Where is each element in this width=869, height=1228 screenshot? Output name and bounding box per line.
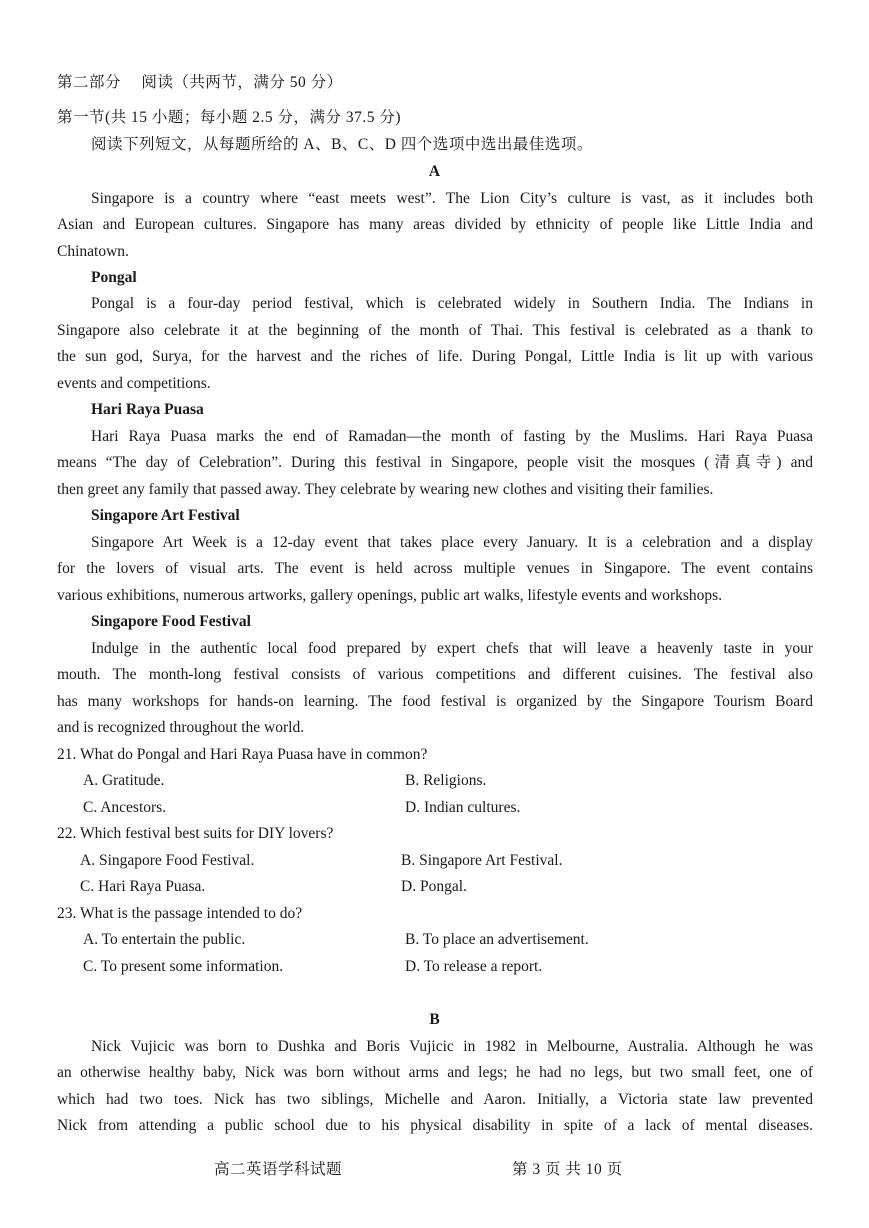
passage-a-letter: A [428, 163, 441, 180]
hari-raya-puasa-line: then greet any family that passed away. They celebrate by wearing new clothes and visiting their families. [57, 481, 714, 498]
instruction-text: 阅读下列短文，从每题所给的 A、B、C、D 四个选项中选出最佳选项。 [91, 136, 593, 153]
passage-b-line: an otherwise healthy baby, Nick was born without arms and legs; he had no legs, but two small feet, one of [57, 1064, 813, 1081]
passage-b-line: Nick Vujicic was born to Dushka and Boris Vujicic in 1982 in Melbourne, Australia. Although he was [91, 1038, 813, 1055]
food-festival-heading: Singapore Food Festival [91, 613, 251, 630]
answer-option[interactable]: A. Singapore Food Festival. [80, 852, 255, 869]
hari-raya-puasa-heading: Hari Raya Puasa [91, 401, 204, 418]
food-festival-line: mouth. The month-long festival consists of various competitions and different cuisines. The festival also [57, 666, 813, 683]
answer-option[interactable]: A. Gratitude. [83, 772, 165, 789]
food-festival-line: has many workshops for hands-on learning. The food festival is organized by the Singapore Tourism Board [57, 693, 813, 710]
answer-option[interactable]: D. To release a report. [405, 958, 543, 975]
answer-option[interactable]: B. Religions. [405, 772, 487, 789]
passage-a-intro-line: Chinatown. [57, 243, 129, 260]
part-heading: 第二部分 阅读（共两节，满分 50 分） [57, 74, 343, 91]
food-festival-line: and is recognized throughout the world. [57, 719, 305, 736]
pongal-line: the sun god, Surya, for the harvest and the riches of life. During Pongal, Little India is lit up with various [57, 348, 813, 365]
art-festival-line: Singapore Art Week is a 12-day event that takes place every January. It is a celebration and a display [91, 534, 813, 551]
answer-option[interactable]: C. Ancestors. [83, 799, 167, 816]
art-festival-heading: Singapore Art Festival [91, 507, 240, 524]
passage-a-intro-line: Singapore is a country where “east meets west”. The Lion City’s culture is vast, as it includes both [91, 190, 813, 207]
question-stem: 23. What is the passage intended to do? [57, 905, 303, 922]
footer-page-number: 第 3 页 共 10 页 [512, 1161, 623, 1178]
hari-raya-puasa-line: means “The day of Celebration”. During this festival in Singapore, people visit the mosques (清真寺) and [57, 454, 813, 471]
question-stem: 21. What do Pongal and Hari Raya Puasa have in common? [57, 746, 428, 763]
answer-option[interactable]: B. Singapore Art Festival. [401, 852, 563, 869]
art-festival-line: various exhibitions, numerous artworks, gallery openings, public art walks, lifestyle events and workshops. [57, 587, 723, 604]
pongal-line: events and competitions. [57, 375, 211, 392]
hari-raya-puasa-line: Hari Raya Puasa marks the end of Ramadan—the month of fasting by the Muslims. Hari Raya Puasa [91, 428, 813, 445]
answer-option[interactable]: D. Indian cultures. [405, 799, 521, 816]
passage-b-line: Nick from attending a public school due to his physical disability in spite of a lack of mental diseases. [57, 1117, 813, 1134]
answer-option[interactable]: C. Hari Raya Puasa. [80, 878, 206, 895]
food-festival-line: Indulge in the authentic local food prepared by expert chefs that will leave a heavenly taste in your [91, 640, 813, 657]
art-festival-line: for the lovers of visual arts. The event is held across multiple venues in Singapore. The event contains [57, 560, 813, 577]
pongal-line: Pongal is a four-day period festival, which is celebrated widely in Southern India. The Indians in [91, 295, 813, 312]
pongal-heading: Pongal [91, 269, 137, 286]
footer-subject: 高二英语学科试题 [214, 1161, 343, 1178]
answer-option[interactable]: D. Pongal. [401, 878, 467, 895]
question-stem: 22. Which festival best suits for DIY lovers? [57, 825, 334, 842]
passage-b-line: which had two toes. Nick has two siblings, Michelle and Aaron. Initially, a Victoria state law prevented [57, 1091, 813, 1108]
passage-b-letter: B [429, 1011, 440, 1028]
answer-option[interactable]: B. To place an advertisement. [405, 931, 589, 948]
section-heading: 第一节(共 15 小题；每小题 2.5 分，满分 37.5 分) [57, 109, 402, 126]
answer-option[interactable]: C. To present some information. [83, 958, 284, 975]
passage-a-intro-line: Asian and European cultures. Singapore has many areas divided by ethnicity of people like Little India and [57, 216, 813, 233]
pongal-line: Singapore also celebrate it at the beginning of the month of Thai. This festival is celebrated as a thank to [57, 322, 813, 339]
answer-option[interactable]: A. To entertain the public. [83, 931, 246, 948]
